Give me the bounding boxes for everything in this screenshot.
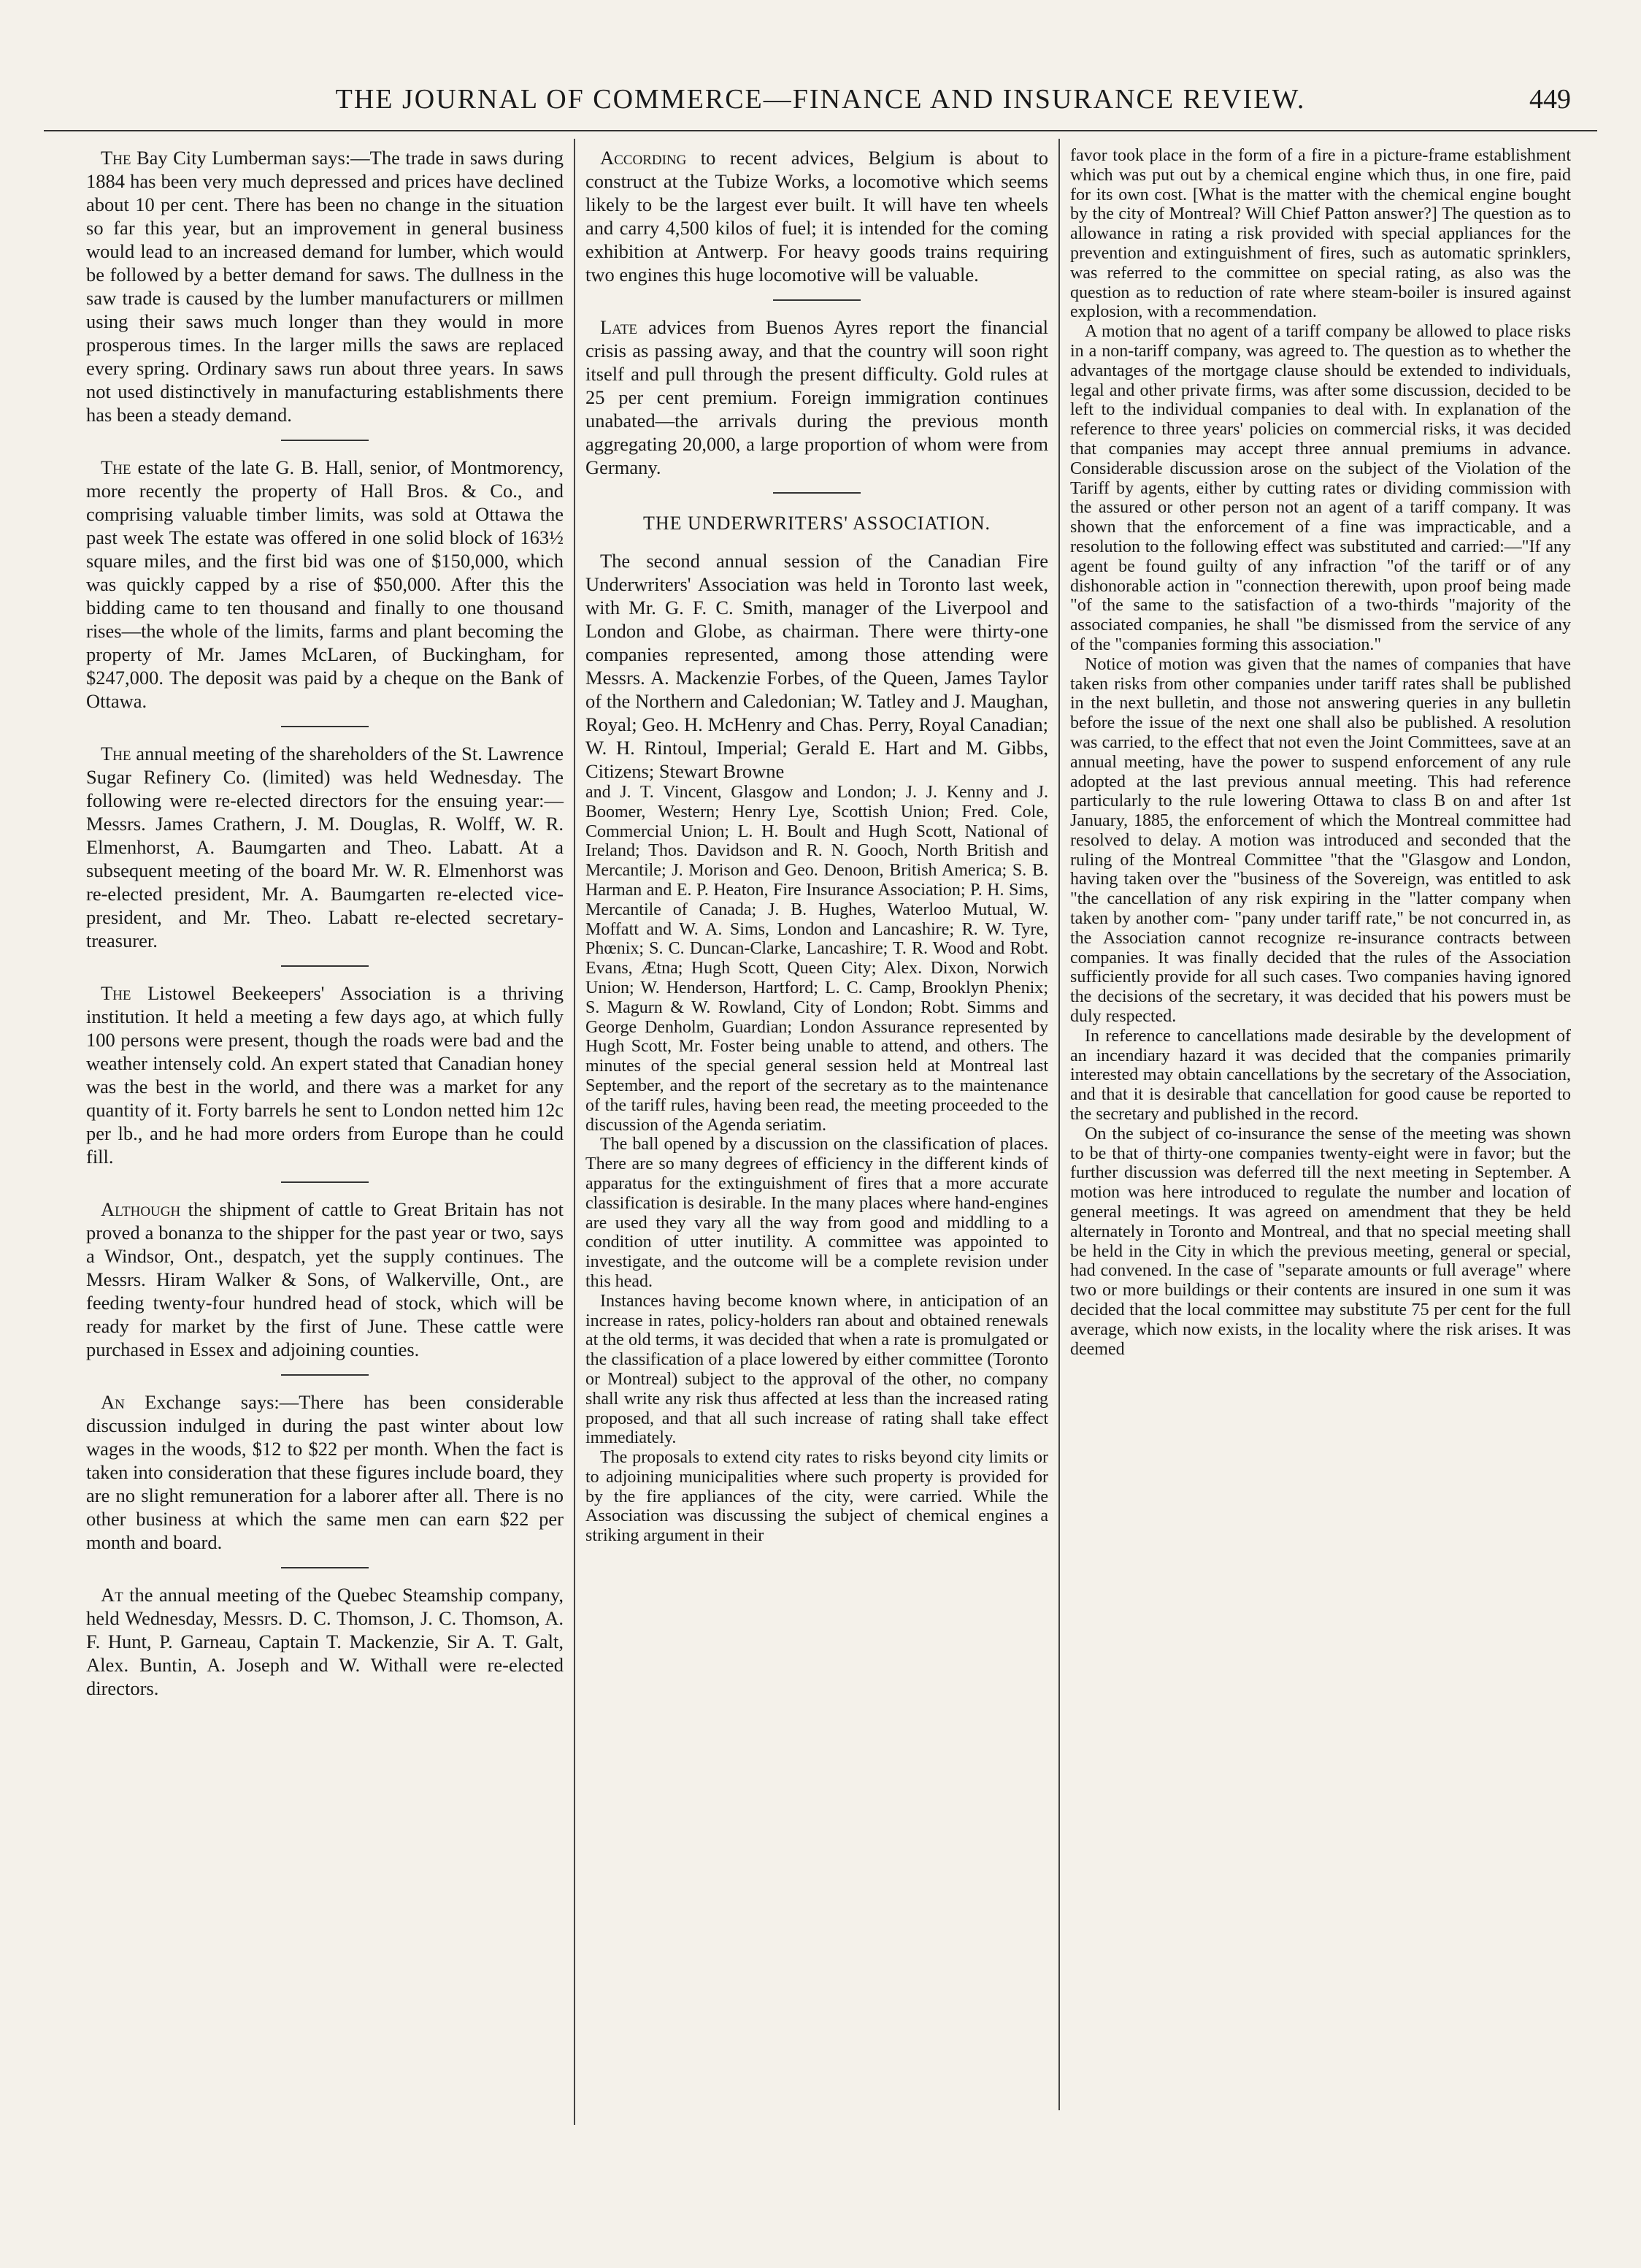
- item-lead: An: [101, 1391, 125, 1413]
- column-2: [585, 146, 1048, 1546]
- item-sugar-refinery: [86, 742, 564, 952]
- underwriters-classification: The ball opened by a discussion on the classification of places. There are so many degrees of efficiency in the different kinds of apparatus for the extinguishment of fires that a more accurate classification is desirable. In the many places where hand-engines are used they vary all the way from good and middling to a condition of utter inutility. A committee was appointed to investigate, and the outcome will be a complete revision under this head.: [585, 1135, 1048, 1291]
- header-rule: [44, 130, 1597, 131]
- short-rule: [281, 726, 369, 727]
- item-text: annual meeting of the shareholders of the St. Lawrence Sugar Refinery Co. (limited) was held Wednesday. The following were re-elected directors for the ensuing year:—Messrs. James Crathern, J. M. Douglas, R. Wolff, W. R. Elmenhorst, A. Baumgarten and Theo. Labatt. At a subsequent meeting of the board Mr. W. R. Elmenhorst was re-elected president, Mr. A. Baumgarten re-elected vice-president, and Mr. Theo. Labatt re-elected secretary-treasurer.: [86, 743, 564, 951]
- short-rule: [773, 492, 861, 494]
- item-lead: The: [101, 743, 131, 765]
- underwriters-city-rates: The proposals to extend city rates to risks beyond city limits or to adjoining municipalities where such property is provided for by the fire appliances of the city, were carried. While the Association was discussing the subject of chemical engines a striking argument in their: [585, 1448, 1048, 1546]
- item-cattle-shipment: [86, 1198, 564, 1361]
- item-bay-city-lumberman: [86, 146, 564, 426]
- item-lead: According: [600, 147, 687, 169]
- item-quebec-steamship: [86, 1583, 564, 1700]
- short-rule: [281, 1567, 369, 1568]
- short-rule: [281, 440, 369, 441]
- underwriters-renewals: Instances having become known where, in anticipation of an increase in rates, policy-holders ran about and obtained renewals at the old terms, it was decided that when a rate is promulgated or the classification of a place lowered by either committee (Toronto or Montreal) subject to the approval of the other, no company shall write any risk thus affected at less than the increased rating proposed, and that all such increase of rating shall take effect immediately.: [585, 1291, 1048, 1448]
- journal-title: THE JOURNAL OF COMMERCE—FINANCE AND INSURANCE REVIEW.: [335, 84, 1306, 115]
- item-listowel-beekeepers: [86, 981, 564, 1168]
- column-3: [1070, 146, 1571, 1359]
- running-head: [44, 80, 1597, 131]
- underwriters-cancellations: In reference to cancellations made desirable by the development of an incendiary hazard it was decided that the companies primarily interested may obtain cancellations by the secretary of the Association, and that it is desirable that cancellation for good cause be reported to the secretary and published in the record.: [1070, 1026, 1571, 1125]
- underwriters-bulletin-notice: Notice of motion was given that the names of companies that have taken risks from other companies under tariff rates shall be published in the next bulletin, and those not answering queries in any bulletin before the issue of the next one shall also be published. A resolution was carried, to the effect that not even the Joint Committees, save at an annual meeting, have the power to suspend enforcement of any rule adopted at the last previous annual meeting. This had reference particularly to the rule lowering Ottawa to class B on and after 1st January, 1885, the enforcement of which the Montreal committee had resolved to delay. A motion was introduced and seconded that the ruling of the Montreal Committee "that the "Glasgow and London, having taken over the "business of the Sovereign, was entitled to ask "the cancellation of any risk expiring in the "latter company when taken by another com- "pany under tariff rate," be not concurred in, as the Association cannot recognize re-insurance contracts between companies. It was finally decided that the rules of the Association sufficiently provide for all such cases. Two companies having ignored the decisions of the secretary, it was decided that his powers must be duly respected.: [1070, 654, 1571, 1027]
- column-1: [86, 146, 564, 1700]
- column-divider-1: [574, 139, 575, 2125]
- item-lead: At: [101, 1584, 123, 1606]
- page-number: 449: [1529, 84, 1571, 115]
- item-lead: The: [101, 147, 131, 169]
- item-text: to recent advices, Belgium is about to construct at the Tubize Works, a locomotive which seems likely to be the largest ever built. It will have ten wheels and carry 4,500 kilos of fuel; it is intended for the coming exhibition at Antwerp. For heavy goods trains requiring two engines this huge locomotive will be valuable.: [585, 147, 1048, 286]
- short-rule: [281, 1374, 369, 1376]
- item-buenos-ayres: [585, 315, 1048, 479]
- item-lead: Late: [600, 316, 638, 338]
- underwriters-co-insurance: On the subject of co-insurance the sense of the meeting was shown to be that of thirty-one companies twenty-eight were in favor; but the further discussion was deferred till the next meeting in September. A motion was here introduced to regulate the number and location of general meetings. It was agreed on amendment that they be held alternately in Toronto and Montreal, and that no special meeting shall be held in the City in which the previous meeting, general or special, had convened. In the case of "separate amounts or full average" where two or more buildings or their contents are insured in one sum it was decided that the local committee may substitute 75 per cent for the full average, which now exists, in the locality where the risk arises. It was deemed: [1070, 1124, 1571, 1359]
- item-text: Exchange says:—There has been considerable discussion indulged in during the past winter about low wages in the woods, $12 to $22 per month. When the fact is taken into consideration that these figures include board, they are no slight remuneration for a laborer after all. There is no other business at which the same men can earn $22 per month and board.: [86, 1391, 564, 1553]
- item-hall-estate: [86, 456, 564, 713]
- item-lead: The: [101, 456, 131, 478]
- item-lead: The: [101, 982, 131, 1004]
- underwriters-chemical-engine: favor took place in the form of a fire in a picture-frame establishment which was put out by a chemical engine which thus, in one fire, paid for its own cost. [What is the matter with the chemical engine bought by the city of Montreal? Will Chief Patton answer?] The question as to allowance in rating a risk provided with special appliances for the prevention and extinguishment of fires, such as automatic sprinklers, was referred to the committee on special rating, as also was the question as to reduction of rate where steam-boiler is insured against explosion, with a recommendation.: [1070, 146, 1571, 322]
- item-text: Listowel Beekeepers' Association is a thriving institution. It held a meeting a few days ago, at which fully 100 persons were present, though the roads were bad and the weather intensely cold. An expert stated that Canadian honey was the best in the world, and there was a market for any quantity of it. Forty barrels he sent to London netted him 12c per lb., and he had more orders from Europe than he could fill.: [86, 982, 564, 1168]
- short-rule: [773, 299, 861, 301]
- underwriters-attendees: and J. T. Vincent, Glasgow and London; J. J. Kenny and J. Boomer, Western; Henry Lye, Scottish Union; Fred. Cole, Commercial Union; L. H. Boult and Hugh Scott, National of Ireland; Thos. Davidson and R. N. Gooch, North British and Mercantile; J. Morison and Geo. Denoon, British America; S. B. Harman and E. P. Heaton, Fire Insurance Association; P. H. Sims, Mercantile of Canada; J. B. Hughes, Waterloo Mutual, W. Moffatt and W. A. Sims, London and Lancashire; R. W. Tyre, Phœnix; S. C. Duncan-Clarke, Lancashire; T. R. Wood and Robt. Evans, Ætna; Hugh Scott, Queen City; Alex. Dixon, Norwich Union; W. Henderson, Hartford; L. C. Camp, Brooklyn Phenix; S. Magurn & W. Rowland, City of London; Robt. Simms and George Denholm, Guardian; London Assurance represented by Hugh Scott, Mr. Foster being unable to attend, and others. The minutes of the special general session held at Montreal last September, and the report of the secretary as to the maintenance of the tariff rules, having been read, the meeting proceeded to the discussion of the Agenda seriatim.: [585, 783, 1048, 1135]
- item-belgium-locomotive: [585, 146, 1048, 286]
- item-wages-woods: [86, 1390, 564, 1554]
- underwriters-tariff-motion: A motion that no agent of a tariff company be allowed to place risks in a non-tariff company, was agreed to. The question as to whether the advantages of the mortgage clause should be extended to individuals, legal and other private firms, was after some discussion, decided to be left to the individual companies to deal with. In explanation of the reference to three years' policies on commercial risks, it was decided that companies may accept three annual premiums in advance. Considerable discussion arose on the subject of the Violation of the Tariff by agents, either by cutting rates or dividing commission with the assured or other person not an agent of a tariff company. It was shown that the enforcement of a fine was impracticable, and a resolution to the following effect was substituted and carried:—"If any agent be found guilty of any infraction "of the tariff or of any dishonorable action in "connection therewith, upon proof being made "of the same to the satisfaction of a two-thirds "majority of the associated companies, he shall "be dismissed from the service of any of the "companies forming this association.": [1070, 322, 1571, 654]
- item-text: advices from Buenos Ayres report the financial crisis as passing away, and that the country will soon right itself and pull through the present difficulty. Gold rules at 25 per cent premium. Foreign immigration continues unabated—the arrivals during the previous month aggregating 20,000, a large proportion of whom were from Germany.: [585, 316, 1048, 478]
- section-heading: THE UNDERWRITERS' ASSOCIATION.: [643, 513, 991, 534]
- item-text: estate of the late G. B. Hall, senior, of Montmorency, more recently the property of Hall Bros. & Co., and comprising valuable timber limits, was sold at Ottawa the past week The estate was offered in one solid block of 163½ square miles, and the first bid was one of $150,000, which was quickly capped by a rise of $50,000. After this the bidding came to ten thousand and finally to one thousand rises—the whole of the limits, farms and plant becoming the property of Mr. James McLaren, of Buckingham, for $247,000. The deposit was paid by a cheque on the Bank of Ottawa.: [86, 456, 564, 712]
- short-rule: [281, 965, 369, 967]
- item-text: the annual meeting of the Quebec Steamship company, held Wednesday, Messrs. D. C. Thomson, J. C. Thomson, A. F. Hunt, P. Garneau, Captain T. Mackenzie, Sir A. T. Galt, Alex. Buntin, A. Joseph and W. Withall were re-elected directors.: [86, 1584, 564, 1699]
- item-text: the shipment of cattle to Great Britain has not proved a bonanza to the shipper for the past year or two, says a Windsor, Ont., despatch, yet the supply continues. The Messrs. Hiram Walker & Sons, of Walkerville, Ont., are feeding twenty-four hundred head of stock, which will be ready for market by the first of June. These cattle were purchased in Essex and adjoining counties.: [86, 1198, 564, 1360]
- column-divider-2: [1058, 139, 1060, 2110]
- item-lead: Although: [101, 1198, 181, 1220]
- short-rule: [281, 1181, 369, 1183]
- item-text: Bay City Lumberman says:—The trade in saws during 1884 has been very much depressed and prices have declined about 10 per cent. There has been no change in the situation so far this year, but an improvement in general business would lead to an increased demand for lumber, which would be followed by a better demand for saws. The dullness in the saw trade is caused by the lumber manufacturers or millmen using their saws much longer than they would in more prosperous times. In the larger mills the saws are replaced every spring. Ordinary saws run about three years. In saws not used distinctively in manufacturing establishments there has been a steady demand.: [86, 147, 564, 426]
- underwriters-intro: The second annual session of the Canadian Fire Underwriters' Association was held in Toronto last week, with Mr. G. F. C. Smith, manager of the Liverpool and London and Globe, as chairman. There were thirty-one companies represented, among those attending were Messrs. A. Mackenzie Forbes, of the Queen, James Taylor of the Northern and Caledonian; W. Tatley and J. Maughan, Royal; Geo. H. McHenry and Chas. Perry, Royal Canadian; W. H. Rintoul, Imperial; Gerald E. Hart and M. Gibbs, Citizens; Stewart Browne: [585, 550, 1048, 782]
